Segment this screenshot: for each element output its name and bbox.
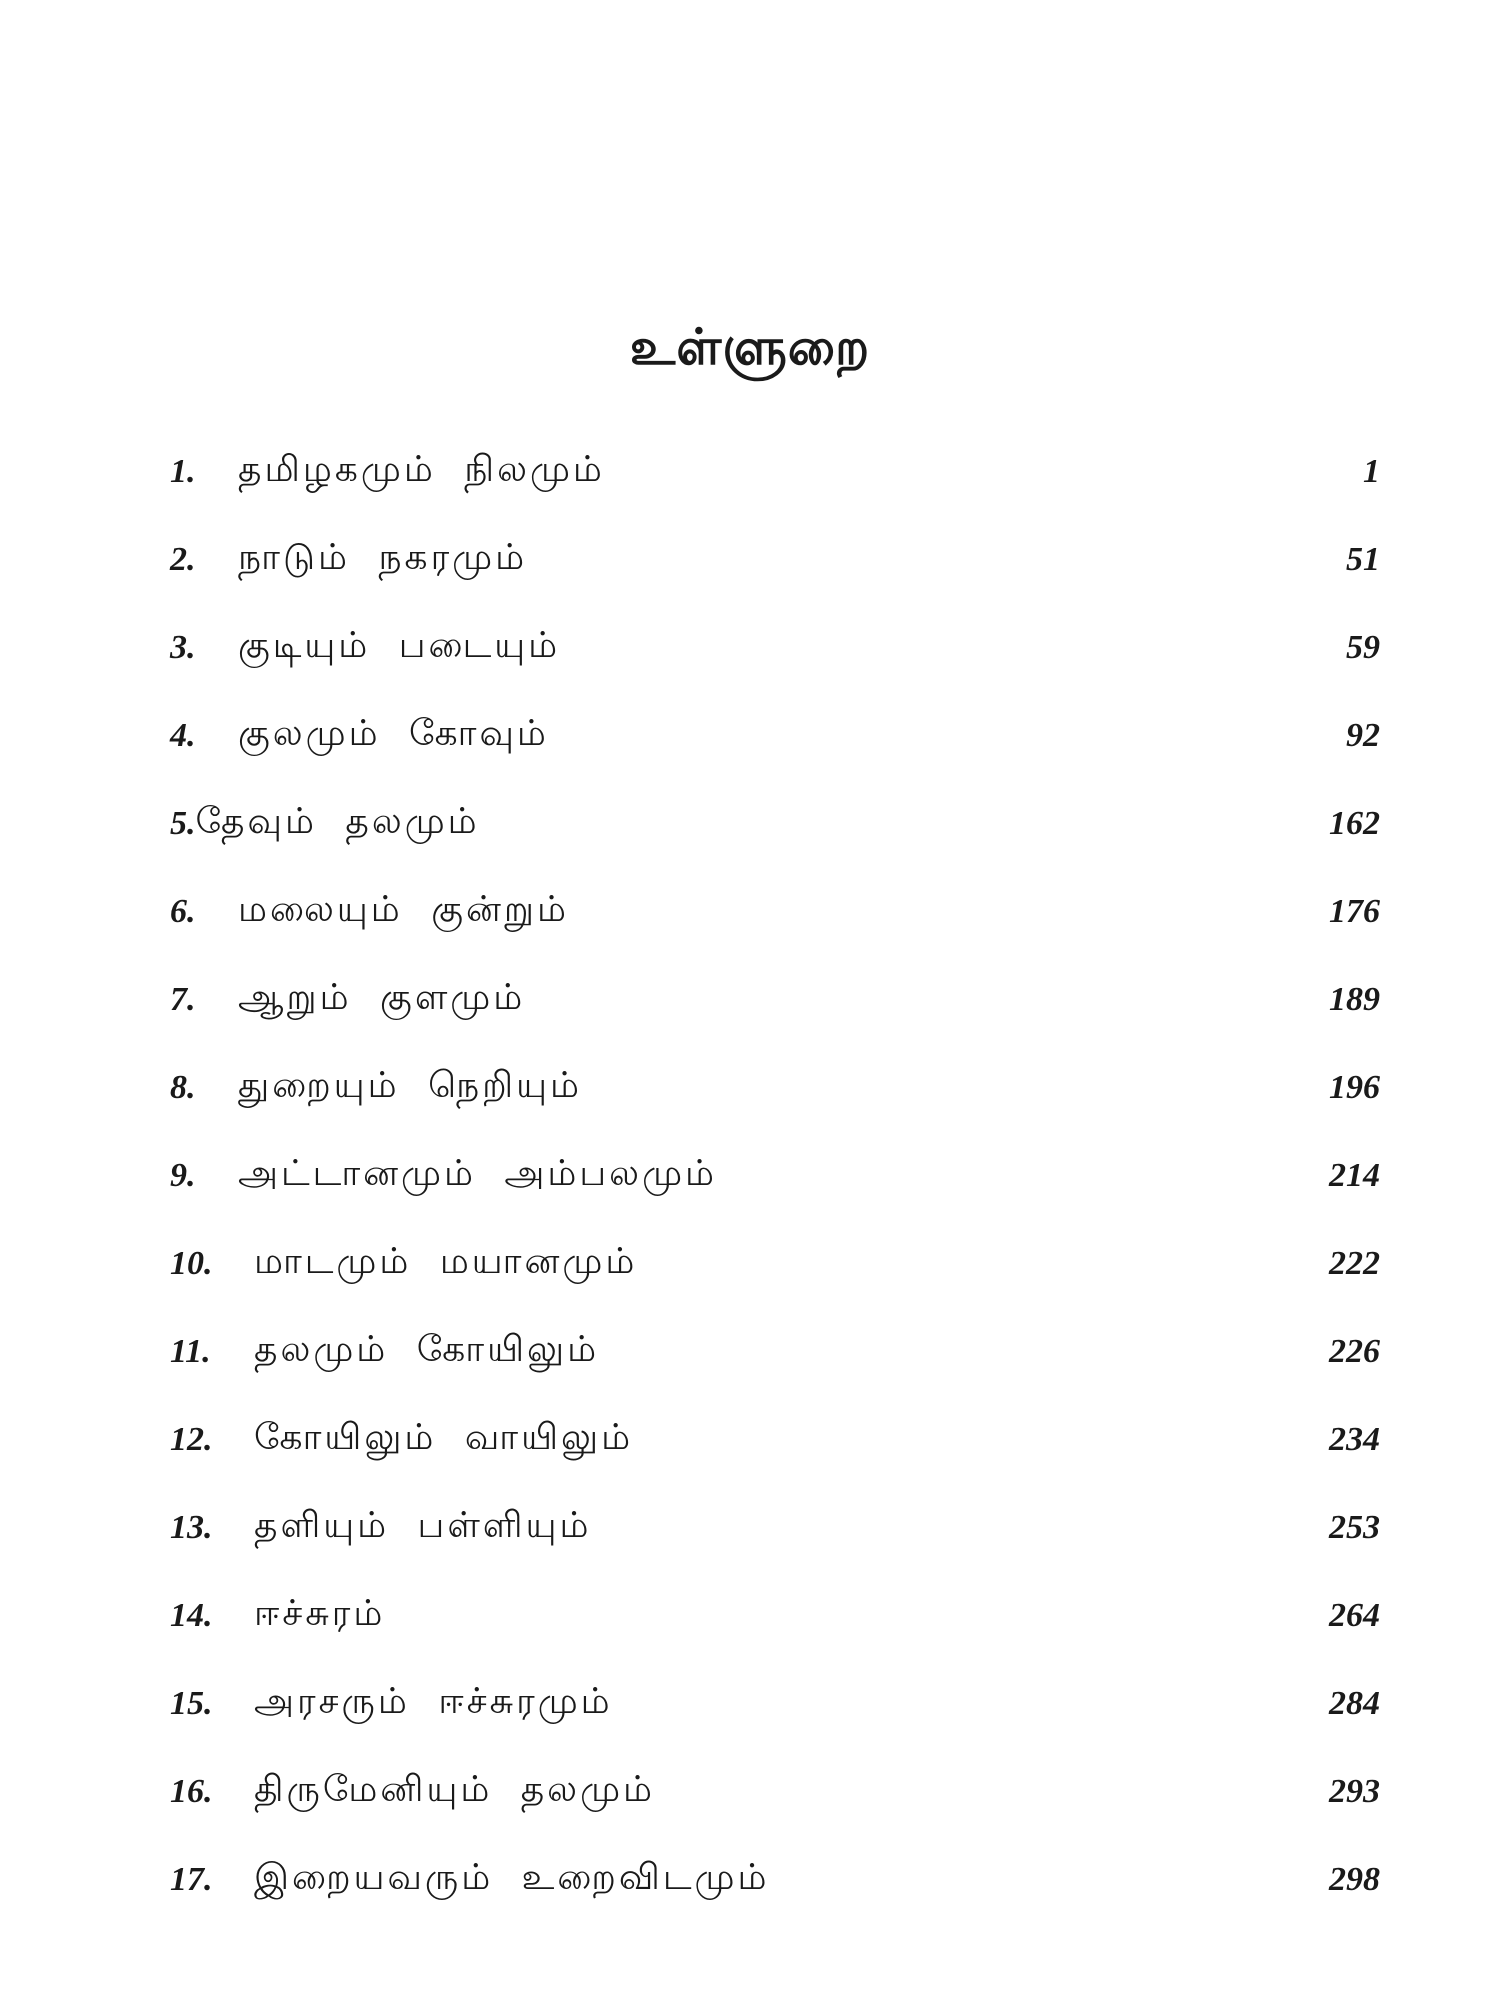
toc-entry-title: குலமும் கோவும் (238, 713, 549, 754)
toc-entry-title: துறையும் நெறியும் (238, 1065, 582, 1106)
toc-entry-title: ஈச்சுரம் (254, 1593, 386, 1634)
toc-entry-title: தலமும் கோயிலும் (254, 1329, 600, 1370)
toc-entry (170, 1396, 1380, 1484)
toc-entry-title: திருமேனியும் தலமும் (254, 1769, 656, 1810)
toc-entry-page: 226 (1329, 1333, 1380, 1370)
toc-entry-number: 7. (170, 981, 196, 1018)
toc-entry-number: 8. (170, 1069, 196, 1106)
toc-entry (170, 1660, 1380, 1748)
toc-entry (170, 1220, 1380, 1308)
toc-entry-number: 1. (170, 453, 196, 490)
toc-entry-number: 4. (170, 717, 196, 754)
toc-entry-number: 17. (170, 1861, 213, 1898)
toc-entry (170, 692, 1380, 780)
toc-entry-page: 298 (1329, 1861, 1380, 1898)
toc-entry (170, 1748, 1380, 1836)
toc-entry (170, 868, 1380, 956)
toc-entry-number: 6. (170, 893, 196, 930)
toc-entry (170, 1836, 1380, 1924)
toc-entry (170, 1572, 1380, 1660)
toc-entry-number: 15. (170, 1685, 213, 1722)
toc-entry-title: மாடமும் மயானமும் (254, 1241, 638, 1282)
toc-entry (170, 1308, 1380, 1396)
toc-entry (170, 516, 1380, 604)
toc-entry-page: 214 (1329, 1157, 1380, 1194)
toc-entry-title: தளியும் பள்ளியும் (254, 1505, 592, 1546)
toc-entry-title: தமிழகமும் நிலமும் (238, 449, 605, 490)
toc-entry-number: 9. (170, 1157, 196, 1194)
toc-entry-number: 3. (170, 629, 196, 666)
toc-entry-number: 11. (170, 1333, 211, 1370)
toc-entry-page: 162 (1329, 805, 1380, 842)
toc-entry-page: 92 (1346, 717, 1380, 754)
toc-entry-page: 253 (1329, 1509, 1380, 1546)
toc-entry (170, 1484, 1380, 1572)
toc-entry-page: 196 (1329, 1069, 1380, 1106)
toc-entry (170, 1132, 1380, 1220)
toc-entry (170, 1044, 1380, 1132)
toc-entry (170, 956, 1380, 1044)
toc-entry-title: மலையும் குன்றும் (238, 889, 569, 930)
toc-entry-title: தேவும் தலமும் (195, 801, 480, 842)
toc-entry-number: 2. (170, 541, 196, 578)
toc-entry-title: குடியும் படையும் (238, 625, 561, 666)
toc-entry-page: 284 (1329, 1685, 1380, 1722)
toc-entry-number: 10. (170, 1245, 213, 1282)
toc-entry-page: 1 (1363, 453, 1380, 490)
toc-entry-page: 293 (1329, 1773, 1380, 1810)
toc-entry (170, 604, 1380, 692)
toc-entry-page: 189 (1329, 981, 1380, 1018)
toc-entry-number: 5. (170, 805, 196, 842)
toc-entry (170, 428, 1380, 516)
toc-entry-page: 59 (1346, 629, 1380, 666)
toc-entry-page: 51 (1346, 541, 1380, 578)
toc-entry-title: இறையவரும் உறைவிடமும் (254, 1857, 770, 1898)
toc-entry-page: 222 (1329, 1245, 1380, 1282)
toc-entry-number: 14. (170, 1597, 213, 1634)
toc-entry-title: கோயிலும் வாயிலும் (254, 1417, 634, 1458)
toc-entry-number: 13. (170, 1509, 213, 1546)
toc-entry-title: அரசரும் ஈச்சுரமும் (254, 1681, 613, 1722)
toc-entry-number: 12. (170, 1421, 213, 1458)
toc-title: உள்ளுறை (629, 318, 871, 376)
toc-entry (170, 780, 1380, 868)
toc-list (170, 428, 1380, 1924)
toc-entry-number: 16. (170, 1773, 213, 1810)
toc-entry-page: 264 (1329, 1597, 1380, 1634)
toc-entry-title: நாடும் நகரமும் (238, 537, 528, 578)
toc-entry-page: 234 (1329, 1421, 1380, 1458)
toc-entry-title: அட்டானமும் அம்பலமும் (238, 1153, 718, 1194)
toc-entry-page: 176 (1329, 893, 1380, 930)
toc-entry-title: ஆறும் குளமும் (238, 977, 526, 1018)
